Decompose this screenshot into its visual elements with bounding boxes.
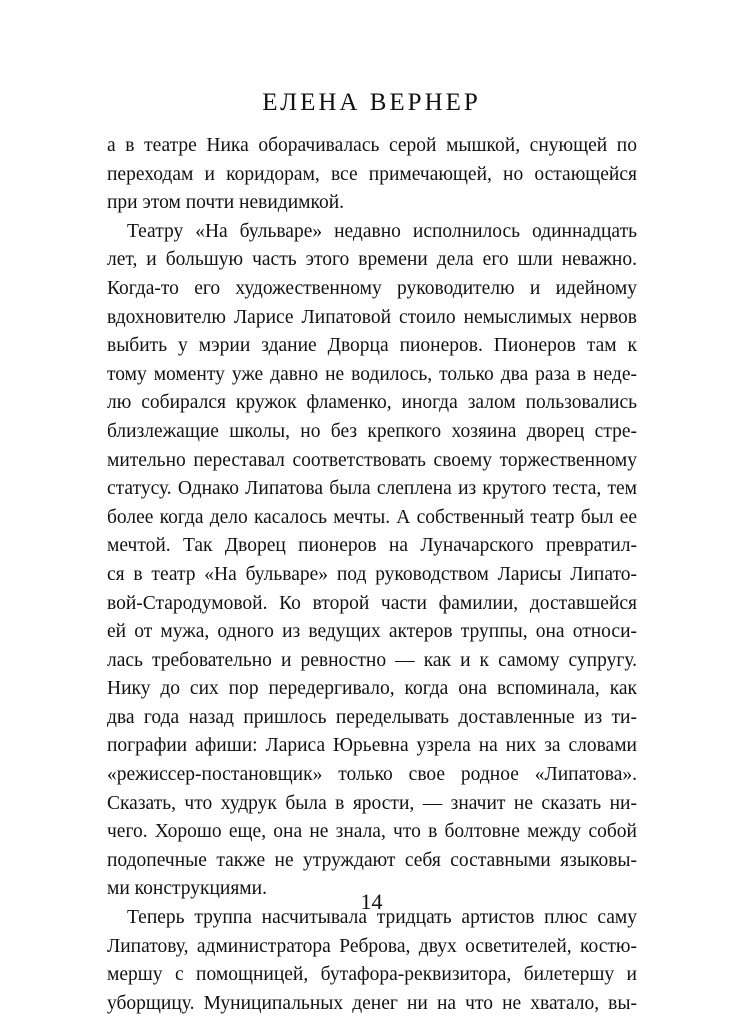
- text-line: Сказать, что худрук была в ярости, — значит не сказать ни-: [107, 792, 637, 814]
- text-line: более когда дело касалось мечты. А собственный театр был ее: [107, 506, 637, 528]
- text-line: два года назад пришлось переделывать доставленные из ти-: [107, 706, 637, 728]
- text-line: ми конструкциями.: [107, 878, 267, 900]
- text-line: Когда-то его художественному руководителю и идейному: [107, 277, 637, 299]
- text-line: пографии афиши: Лариса Юрьевна узрела на них за словами: [107, 735, 637, 757]
- text-line: лет, и большую часть этого времени дела его шли неважно.: [107, 249, 637, 271]
- text-line: вдохновителю Ларисе Липатовой стоило немыслимых нервов: [107, 306, 637, 328]
- text-line: вой-Стародумовой. Ко второй части фамилии, доставшейся: [107, 592, 637, 614]
- text-line: уборщицу. Муниципальных денег ни на что не хватало, вы-: [107, 992, 637, 1014]
- text-line: при этом почти невидимкой.: [107, 192, 345, 214]
- body-text: [107, 132, 637, 1018]
- text-line: Нику до сих пор передергивало, когда она вспоминала, как: [107, 678, 637, 700]
- text-line: выбить у мэрии здание Дворца пионеров. Пионеров там к: [107, 335, 637, 357]
- text-line: мершу с помощницей, бутафора-реквизитора, билетершу и: [107, 964, 637, 986]
- text-line: лю собирался кружок фламенко, иногда залом пользовались: [107, 392, 637, 414]
- text-line: чего. Хорошо еще, она не знала, что в болтовне между собой: [107, 821, 637, 843]
- running-header-author: ЕЛЕНА ВЕРНЕР: [262, 89, 481, 116]
- text-line: тому моменту уже давно не водилось, только два раза в неде-: [107, 363, 637, 385]
- text-line: подопечные также не утруждают себя составными языковы-: [107, 849, 637, 871]
- text-line: Липатову, администратора Реброва, двух осветителей, костю-: [107, 935, 637, 957]
- text-line: ся в театр «На бульваре» под руководством Ларисы Липато-: [107, 563, 637, 585]
- page-number: 14: [360, 889, 383, 914]
- text-line: мительно переставал соответствовать своему торжественному: [107, 449, 637, 471]
- text-line: Театру «На бульваре» недавно исполнилось одиннадцать: [127, 220, 637, 242]
- text-line: лась требовательно и ревностно — как и к самому супругу.: [107, 649, 637, 671]
- text-line: «режиссер-постановщик» только свое родное «Липатова».: [107, 764, 637, 786]
- text-line: статусу. Однако Липатова была слеплена из крутого теста, тем: [107, 478, 637, 500]
- text-line: ей от мужа, одного из ведущих актеров труппы, она относи-: [107, 621, 637, 643]
- text-line: близлежащие школы, но без крепкого хозяина дворец стре-: [107, 420, 637, 442]
- text-line: переходам и коридорам, все примечающей, но остающейся: [107, 163, 637, 185]
- text-line: Теперь труппа насчитывала тридцать артистов плюс саму: [127, 907, 637, 929]
- text-line: мечтой. Так Дворец пионеров на Луначарского превратил-: [107, 535, 637, 557]
- text-line: а в театре Ника оборачивалась серой мышкой, снующей по: [107, 135, 637, 156]
